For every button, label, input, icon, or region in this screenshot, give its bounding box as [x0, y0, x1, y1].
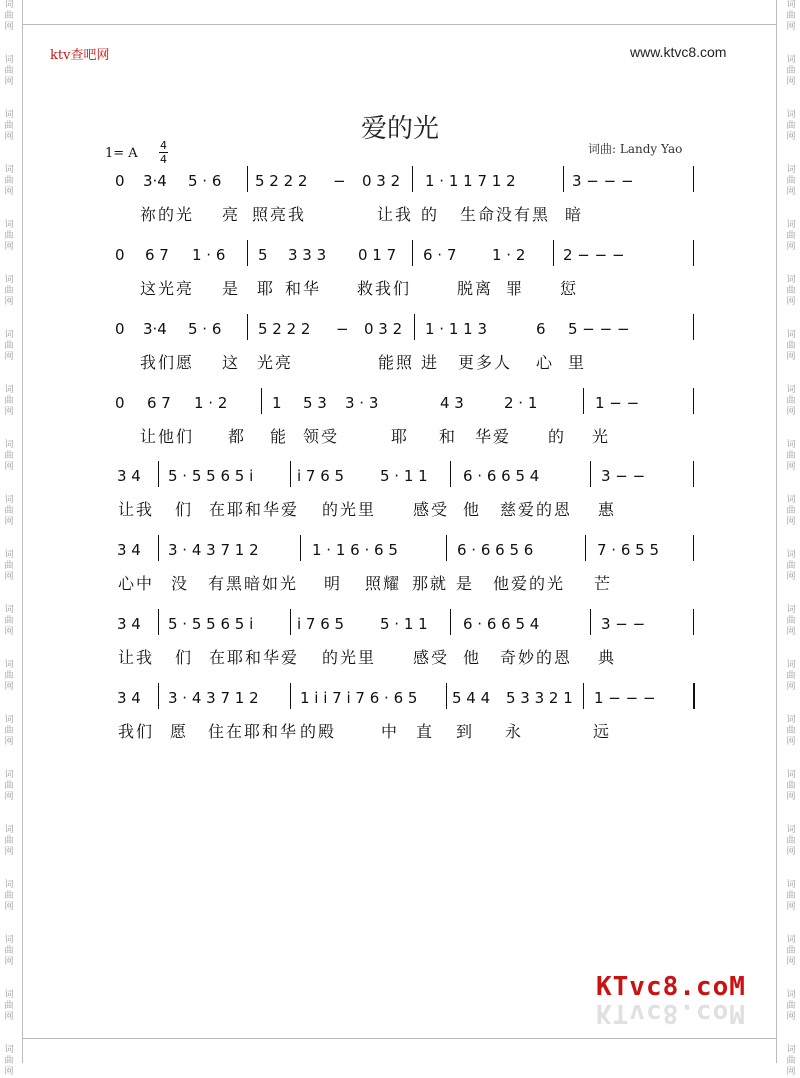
barline	[693, 388, 694, 414]
watermark-glyph: 词 曲 网	[4, 1045, 14, 1077]
lyric-word: 典	[598, 648, 617, 667]
note-group: 3 4	[117, 689, 141, 707]
note-group: 0	[115, 172, 125, 190]
note-group: 1 − −	[595, 394, 640, 412]
lyric-word: 永	[505, 722, 524, 741]
watermark-glyph: 词 曲 网	[4, 0, 14, 32]
note-group: 1 · 2	[492, 246, 526, 264]
song-title: 爱的光	[360, 114, 439, 144]
lyric-word: 心	[536, 353, 555, 372]
note-group: 5	[258, 246, 268, 264]
lyric-word: 心中	[118, 574, 155, 593]
lyric-word: 祢的光	[140, 205, 195, 224]
lyric-word: 那就	[412, 574, 449, 593]
side-watermark-left	[2, 0, 16, 1077]
lyric-word: 我们愿	[140, 353, 195, 372]
watermark-glyph: 词 曲 网	[786, 275, 796, 307]
frame-line-top	[22, 24, 776, 25]
note-group: 1	[272, 394, 282, 412]
lyric-word: 耶	[391, 427, 410, 446]
note-group: 5 · 1 1	[380, 615, 428, 633]
lyric-word: 愆	[560, 279, 579, 298]
lyric-word: 感受	[413, 648, 450, 667]
note-group: 3 4	[117, 541, 141, 559]
barline	[553, 240, 554, 266]
lyric-word: 暗	[565, 205, 584, 224]
note-group: 1 · 1 1 3	[425, 320, 488, 338]
barline	[563, 166, 564, 192]
note-group: i 7 6 5	[297, 615, 345, 633]
note-group: 3 · 3	[345, 394, 379, 412]
note-group: 5 3	[303, 394, 327, 412]
watermark-glyph: 词 曲 网	[786, 605, 796, 637]
lyric-word: 里	[568, 353, 587, 372]
note-group: 4 3	[440, 394, 464, 412]
watermark-glyph: 词 曲 网	[4, 660, 14, 692]
watermark-glyph: 词 曲 网	[4, 385, 14, 417]
watermark-glyph: 词 曲 网	[4, 770, 14, 802]
note-group: 5 − − −	[568, 320, 630, 338]
barline	[414, 314, 415, 340]
lyric-word: 芒	[594, 574, 613, 593]
note-group: 3 − −	[601, 615, 646, 633]
site-name: ktv查吧网	[50, 48, 110, 63]
note-group: 3 · 4 3 7 1 2	[168, 689, 259, 707]
lyric-word: 他爱的光	[493, 574, 566, 593]
lyric-word: 照耀	[365, 574, 402, 593]
lyric-word: 是	[222, 279, 241, 298]
key-signature: 1= A	[105, 146, 138, 161]
barline	[446, 535, 447, 561]
lyric-word: 明	[324, 574, 343, 593]
lyric-word: 的	[548, 427, 567, 446]
watermark-glyph: 词 曲 网	[4, 825, 14, 857]
ktv-logo: KTvc8.coM	[596, 972, 746, 1002]
note-group: 3·4	[143, 320, 167, 338]
lyric-word: 和	[439, 427, 458, 446]
note-group: 3 − −	[601, 467, 646, 485]
watermark-glyph: 词 曲 网	[786, 330, 796, 362]
lyric-word: 罪	[506, 279, 525, 298]
lyric-word: 的光里	[322, 500, 377, 519]
lyric-word: 愿	[170, 722, 189, 741]
watermark-glyph: 词 曲 网	[4, 440, 14, 472]
notation-line	[0, 394, 800, 418]
note-group: 5 4 4	[452, 689, 491, 707]
lyric-word: 更多人	[458, 353, 513, 372]
watermark-glyph: 词 曲 网	[786, 770, 796, 802]
barline	[693, 314, 694, 340]
lyric-word: 的光里	[322, 648, 377, 667]
lyric-word: 照亮我	[252, 205, 307, 224]
lyric-word: 华爱	[475, 427, 512, 446]
lyric-word: 亮	[222, 205, 241, 224]
frame-line-bottom	[22, 1038, 776, 1039]
watermark-glyph: 词 曲 网	[4, 880, 14, 912]
note-group: 5 2 2 2	[255, 172, 308, 190]
watermark-glyph: 词 曲 网	[786, 880, 796, 912]
barline	[290, 609, 291, 635]
lyric-word: 让我	[118, 648, 155, 667]
watermark-glyph: 词 曲 网	[786, 660, 796, 692]
note-group: 6 · 6 6 5 4	[463, 615, 540, 633]
lyric-word: 和华	[285, 279, 322, 298]
time-signature-bottom: 4	[160, 153, 167, 166]
note-group: 5 · 5 5 6 5 i	[168, 467, 254, 485]
watermark-glyph: 词 曲 网	[786, 825, 796, 857]
barline	[261, 388, 262, 414]
note-group: 3 4	[117, 615, 141, 633]
watermark-glyph: 词 曲 网	[786, 1045, 796, 1077]
barline	[247, 166, 248, 192]
note-group: 5 · 1 1	[380, 467, 428, 485]
lyric-word: 远	[593, 722, 612, 741]
note-group: 3·4	[143, 172, 167, 190]
composer-credit: 词曲: Landy Yao	[588, 142, 683, 156]
barline	[158, 535, 159, 561]
barline	[412, 240, 413, 266]
barline	[590, 461, 591, 487]
lyric-word: 惠	[598, 500, 617, 519]
lyric-word: 让我	[377, 205, 414, 224]
site-url[interactable]: www.ktvc8.com	[630, 44, 727, 60]
lyric-word: 直	[416, 722, 435, 741]
watermark-glyph: 词 曲 网	[4, 275, 14, 307]
lyric-word: 感受	[413, 500, 450, 519]
barline	[693, 461, 694, 487]
note-group: 3 4	[117, 467, 141, 485]
note-group: 5 · 6	[188, 320, 222, 338]
note-group: 0 3 2	[364, 320, 403, 338]
lyric-word: 我们	[118, 722, 155, 741]
watermark-glyph: 词 曲 网	[4, 330, 14, 362]
barline	[693, 683, 695, 709]
side-watermark-right	[784, 0, 798, 1077]
lyric-word: 没	[171, 574, 190, 593]
note-group: 0 3 2	[362, 172, 401, 190]
barline	[693, 240, 694, 266]
note-group: 6 · 6 6 5 6	[457, 541, 534, 559]
lyric-word: 脱离	[457, 279, 494, 298]
barline	[158, 609, 159, 635]
note-group: 0	[115, 246, 125, 264]
note-group: 1 i i 7 i 7 6 · 6 5	[300, 689, 418, 707]
note-group: 5 2 2 2	[258, 320, 311, 338]
note-group: −	[336, 320, 349, 338]
lyric-word: 救我们	[357, 279, 412, 298]
note-group: 0	[115, 394, 125, 412]
barline	[450, 461, 451, 487]
watermark-glyph: 词 曲 网	[786, 165, 796, 197]
barline	[693, 166, 694, 192]
note-group: 1 · 2	[194, 394, 228, 412]
watermark-glyph: 词 曲 网	[786, 220, 796, 252]
note-group: 0	[115, 320, 125, 338]
notation-line	[0, 320, 800, 344]
lyric-word: 住在耶和华	[208, 722, 299, 741]
time-signature	[159, 140, 168, 165]
barline	[590, 609, 591, 635]
ktv-logo-reflection: KTvc8.coM	[596, 998, 746, 1028]
watermark-glyph: 词 曲 网	[786, 990, 796, 1022]
lyric-word: 都	[228, 427, 247, 446]
watermark-glyph: 词 曲 网	[4, 495, 14, 527]
barline	[412, 166, 413, 192]
watermark-glyph: 词 曲 网	[786, 0, 796, 32]
lyric-word: 到	[456, 722, 475, 741]
lyric-word: 有黑暗如光	[208, 574, 299, 593]
note-group: 3 − − −	[572, 172, 634, 190]
watermark-glyph: 词 曲 网	[786, 385, 796, 417]
lyric-word: 是	[456, 574, 475, 593]
note-group: 1 · 1 6 · 6 5	[312, 541, 398, 559]
lyric-word: 光亮	[257, 353, 294, 372]
note-group: 3 3 3	[288, 246, 327, 264]
lyric-word: 让他们	[140, 427, 195, 446]
note-group: 1 − − −	[594, 689, 656, 707]
watermark-glyph: 词 曲 网	[4, 605, 14, 637]
note-group: 7 · 6 5 5	[597, 541, 660, 559]
lyric-word: 领受	[303, 427, 340, 446]
time-signature-top: 4	[160, 139, 167, 152]
note-group: 6 · 7	[423, 246, 457, 264]
notation-line	[0, 615, 800, 639]
lyric-word: 他	[463, 500, 482, 519]
lyric-word: 耶	[257, 279, 276, 298]
barline	[693, 535, 694, 561]
barline	[446, 683, 447, 709]
note-group: 6 · 6 6 5 4	[463, 467, 540, 485]
watermark-glyph: 词 曲 网	[786, 935, 796, 967]
note-group: 5 · 6	[188, 172, 222, 190]
lyric-word: 们	[175, 648, 194, 667]
lyric-word: 奇妙的恩	[500, 648, 573, 667]
note-group: 2 · 1	[504, 394, 538, 412]
lyric-word: 的	[421, 205, 440, 224]
notation-line	[0, 172, 800, 196]
watermark-glyph: 词 曲 网	[786, 440, 796, 472]
watermark-glyph: 词 曲 网	[4, 165, 14, 197]
watermark-glyph: 词 曲 网	[786, 55, 796, 87]
lyric-word: 他	[463, 648, 482, 667]
watermark-glyph: 词 曲 网	[786, 715, 796, 747]
lyric-word: 慈爱的恩	[500, 500, 573, 519]
note-group: i 7 6 5	[297, 467, 345, 485]
note-group: 1 · 6	[192, 246, 226, 264]
frame-line-left	[22, 0, 23, 1063]
note-group: 1 · 1 1 7 1 2	[425, 172, 516, 190]
notation-line	[0, 689, 800, 713]
lyric-word: 能照	[378, 353, 415, 372]
barline	[300, 535, 301, 561]
lyric-word: 们	[175, 500, 194, 519]
barline	[247, 314, 248, 340]
watermark-glyph: 词 曲 网	[786, 495, 796, 527]
note-group: 6	[536, 320, 546, 338]
lyric-word: 中	[381, 722, 400, 741]
frame-line-right	[776, 0, 777, 1063]
watermark-glyph: 词 曲 网	[4, 55, 14, 87]
lyric-word: 的殿	[300, 722, 337, 741]
barline	[290, 683, 291, 709]
watermark-glyph: 词 曲 网	[4, 110, 14, 142]
watermark-glyph: 词 曲 网	[4, 220, 14, 252]
lyric-word: 在耶和华爱	[209, 500, 300, 519]
lyric-word: 能	[270, 427, 289, 446]
watermark-glyph: 词 曲 网	[786, 110, 796, 142]
notation-line	[0, 467, 800, 491]
barline	[693, 609, 694, 635]
notation-line	[0, 541, 800, 565]
lyric-word: 进	[421, 353, 440, 372]
barline	[450, 609, 451, 635]
watermark-glyph: 词 曲 网	[4, 990, 14, 1022]
watermark-glyph: 词 曲 网	[4, 935, 14, 967]
barline	[158, 683, 159, 709]
barline	[158, 461, 159, 487]
watermark-glyph: 词 曲 网	[4, 550, 14, 582]
barline	[583, 388, 584, 414]
lyric-word: 让我	[118, 500, 155, 519]
note-group: 5 3 3 2 1	[506, 689, 573, 707]
note-group: 0 1 7	[358, 246, 397, 264]
note-group: 6 7	[145, 246, 169, 264]
barline	[290, 461, 291, 487]
lyric-word: 生命没有黑	[460, 205, 551, 224]
lyric-word: 这光亮	[140, 279, 195, 298]
watermark-glyph: 词 曲 网	[4, 715, 14, 747]
lyric-word: 在耶和华爱	[209, 648, 300, 667]
note-group: 3 · 4 3 7 1 2	[168, 541, 259, 559]
lyric-word: 这	[222, 353, 241, 372]
note-group: 2 − − −	[563, 246, 625, 264]
barline	[585, 535, 586, 561]
barline	[247, 240, 248, 266]
notation-line	[0, 246, 800, 270]
note-group: 6 7	[147, 394, 171, 412]
watermark-glyph: 词 曲 网	[786, 550, 796, 582]
barline	[583, 683, 584, 709]
lyric-word: 光	[592, 427, 611, 446]
note-group: 5 · 5 5 6 5 i	[168, 615, 254, 633]
note-group: −	[333, 172, 346, 190]
